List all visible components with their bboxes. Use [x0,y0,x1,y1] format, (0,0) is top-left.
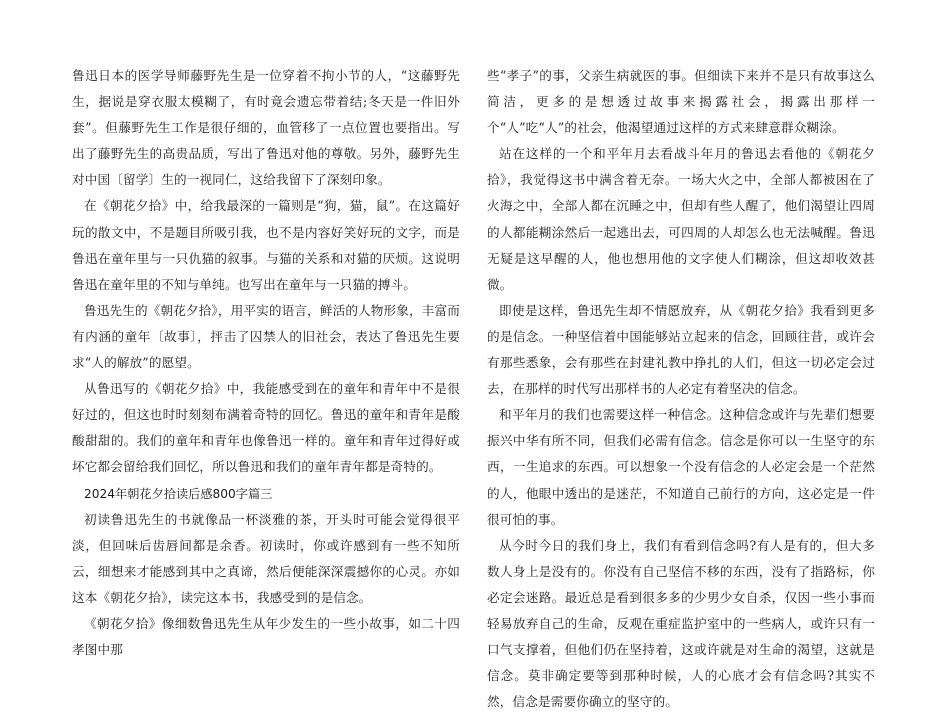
paragraph: 些“孝子”的事，父亲生病就医的事。但细读下来并不是只有故事这么简洁，更多的是想透过故事来揭露社会，揭露出那样一个“人”吃“人”的社会，他渴望通过这样的方式来肆意群众糊涂。 [487,68,875,136]
section-heading: 2024年朝花夕拾读后感800字篇三 [84,486,273,501]
paragraph: 鲁迅日本的医学导师藤野先生是一位穿着不拘小节的人，“这藤野先生，据说是穿衣服太模糊了，有时竟会遗忘带着结;冬天是一件旧外套”。但藤野先生工作是很仔细的，血管移了一点位置也要指出。写出了藤野先生的高贵品质，写出了鲁迅对他的尊敬。另外，藤野先生对中国〔留学〕生的一视同仁，这给我留下了深刻印象。 [72,68,460,188]
paragraph: 站在这样的一个和平年月去看战斗年月的鲁迅去看他的《朝花夕拾》，我觉得这书中满含着无奈。一场大火之中，全部人都被困在了火海之中，全部人都在沉睡之中，但却有些人醒了，他们渴望让四周的人都能糊涂然后一起逃出去，可四周的人却怎么也无法喊醒。鲁迅无疑是这早醒的人，他也想用他的文字使人们糊涂，但这却收效甚微。 [487,146,875,292]
left-column [72,63,460,663]
right-column [487,63,875,715]
paragraph: 初读鲁迅先生的书就像品一杯淡雅的茶，开头时可能会觉得很平淡，但回味后齿唇间都是余香。初读时，你或许感到有一些不知所云，细想来才能感到其中之真谛，然后便能深深震撼你的心灵。亦如这本《朝花夕拾》，读完这本书，我感受到的是信念。 [72,511,460,605]
paragraph: 从今时今日的我们身上，我们有看到信念吗?有人是有的，但大多数人身上是没有的。你没有自己坚信不移的东西，没有了指路标，你必定会迷路。最近总是看到很多多的少男少女自杀，仅因一些小事而轻易放弃自己的生命，反观在重症监护室中的一些病人，或许只有一口气支撑着，但他们仍在坚持着，这或许就是对生命的渴望，这就是信念。莫非确定要等到那种时候，人的心底才会有信念吗?其实不然，信念是需要你确立的坚守的。 [487,537,875,710]
paragraph: 从鲁迅写的《朝花夕拾》中，我能感受到在的童年和青年中不是很好过的，但这也时时刻刻布满着奇特的回忆。鲁迅的童年和青年是酸酸甜甜的。我们的童年和青年也像鲁迅一样的。童年和青年过得好或坏它都会留给我们回忆，所以鲁迅和我们的童年青年都是奇特的。 [72,381,460,475]
paragraph: 鲁迅先生的《朝花夕拾》，用平实的语言，鲜活的人物形象，丰富而有内涵的童年〔故事〕，抨击了囚禁人的旧社会，表达了鲁迅先生要求“人的解放”的愿望。 [72,302,461,371]
paragraph: 在《朝花夕拾》中，给我最深的一篇则是“狗，猫，鼠”。在这篇好玩的散文中，不是题目所吸引我，也不是内容好笑好玩的文字，而是鲁迅在童年里与一只仇猫的叙事。与猫的关系和对猫的厌烦。这说明鲁迅在童年里的不知与单纯。也写出在童年与一只猫的搏斗。 [72,198,460,292]
paragraph: 即使是这样，鲁迅先生却不情愿放弃，从《朝花夕拾》我看到更多的是信念。一种坚信着中国能够站立起来的信念，回顾往昔，或许会有那些悉象，会有那些在封建礼教中挣扎的人们，但这一切必定会过去，在那样的时代写出那样书的人必定有着坚决的信念。 [487,302,875,397]
paragraph: 《朝花夕拾》像细数鲁迅先生从年少发生的一些小故事，如二十四孝图中那 [72,615,460,658]
paragraph: 和平年月的我们也需要这样一种信念。这种信念或许与先辈们想要振兴中华有所不同，但我们必需有信念。信念是你可以一生坚守的东西，一生追求的东西。可以想象一个没有信念的人必定会是一个茫然的人，他眼中透出的是迷茫，不知道自己前行的方向，这必定是一件很可怕的事。 [487,407,875,527]
